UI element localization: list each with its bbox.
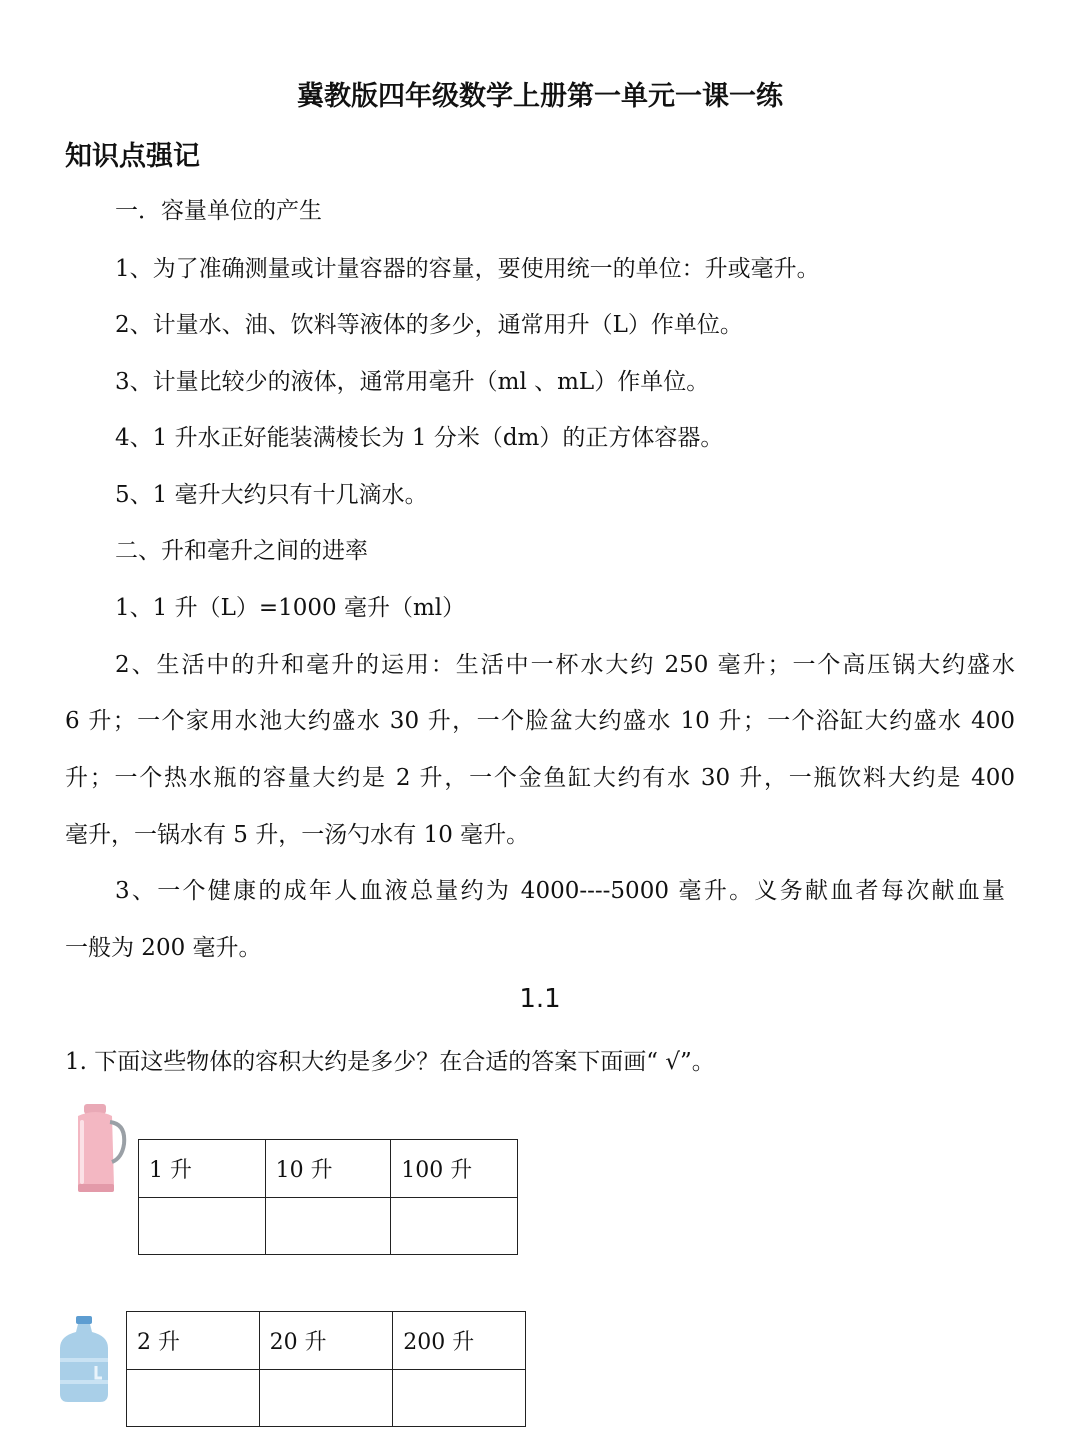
section2-item-3-line-1: 3、一个健康的成年人血液总量约为 4000----5000 毫升。义务献血者每次献血量 bbox=[115, 878, 1005, 904]
table2-option-2: 20 升 bbox=[259, 1312, 393, 1370]
table2-answer-cell-3[interactable] bbox=[393, 1370, 526, 1427]
options-table-2 bbox=[126, 1311, 526, 1427]
section1-item-5: 5、1 毫升大约只有十几滴水。 bbox=[115, 482, 428, 508]
table1-option-3: 100 升 bbox=[391, 1140, 518, 1198]
table2-answer-cell-2[interactable] bbox=[259, 1370, 393, 1427]
section2-item-3-line-2: 一般为 200 毫升。 bbox=[65, 935, 262, 961]
section2-item-1: 1、1 升（L）=1000 毫升（ml） bbox=[115, 595, 466, 621]
table1-answer-cell-3[interactable] bbox=[391, 1198, 518, 1255]
section2-item-2-line-2: 6 升；一个家用水池大约盛水 30 升，一个脸盆大约盛水 10 升；一个浴缸大约盛水 400 bbox=[65, 708, 1015, 734]
section2-item-2-line-1: 2、生活中的升和毫升的运用：生活中一杯水大约 250 毫升；一个高压锅大约盛水 bbox=[115, 652, 1015, 678]
table1-option-2: 10 升 bbox=[265, 1140, 391, 1198]
section2-title: 二、升和毫升之间的进率 bbox=[115, 538, 368, 564]
section1-item-3: 3、计量比较少的液体，通常用毫升（ml 、mL）作单位。 bbox=[115, 369, 710, 395]
section-heading: 知识点强记 bbox=[65, 141, 200, 172]
table2-option-1: 2 升 bbox=[127, 1312, 260, 1370]
section1-title: 一．容量单位的产生 bbox=[115, 198, 322, 224]
page-title: 冀教版四年级数学上册第一单元一课一练 bbox=[297, 81, 783, 112]
question-1: 1. 下面这些物体的容积大约是多少？在合适的答案下面画“ √”。 bbox=[65, 1049, 715, 1075]
section2-item-2-line-4: 毫升，一锅水有 5 升，一汤勺水有 10 毫升。 bbox=[65, 822, 530, 848]
section1-item-4: 4、1 升水正好能装满棱长为 1 分米（dm）的正方体容器。 bbox=[115, 425, 724, 451]
table1-option-1: 1 升 bbox=[139, 1140, 266, 1198]
section1-item-1: 1、为了准确测量或计量容器的容量，要使用统一的单位：升或毫升。 bbox=[115, 256, 820, 282]
table2-answer-cell-1[interactable] bbox=[127, 1370, 260, 1427]
table2-option-3: 200 升 bbox=[393, 1312, 526, 1370]
section2-item-2-line-3: 升；一个热水瓶的容量大约是 2 升，一个金鱼缸大约有水 30 升，一瓶饮料大约是 400 bbox=[65, 765, 1015, 791]
thermos-flask-icon bbox=[66, 1100, 130, 1196]
options-table-1 bbox=[138, 1139, 518, 1255]
water-bottle-icon bbox=[56, 1314, 112, 1404]
table1-answer-cell-1[interactable] bbox=[139, 1198, 266, 1255]
table1-answer-cell-2[interactable] bbox=[265, 1198, 391, 1255]
exercise-number: 1.1 bbox=[519, 984, 561, 1014]
section1-item-2: 2、计量水、油、饮料等液体的多少，通常用升（L）作单位。 bbox=[115, 312, 743, 338]
